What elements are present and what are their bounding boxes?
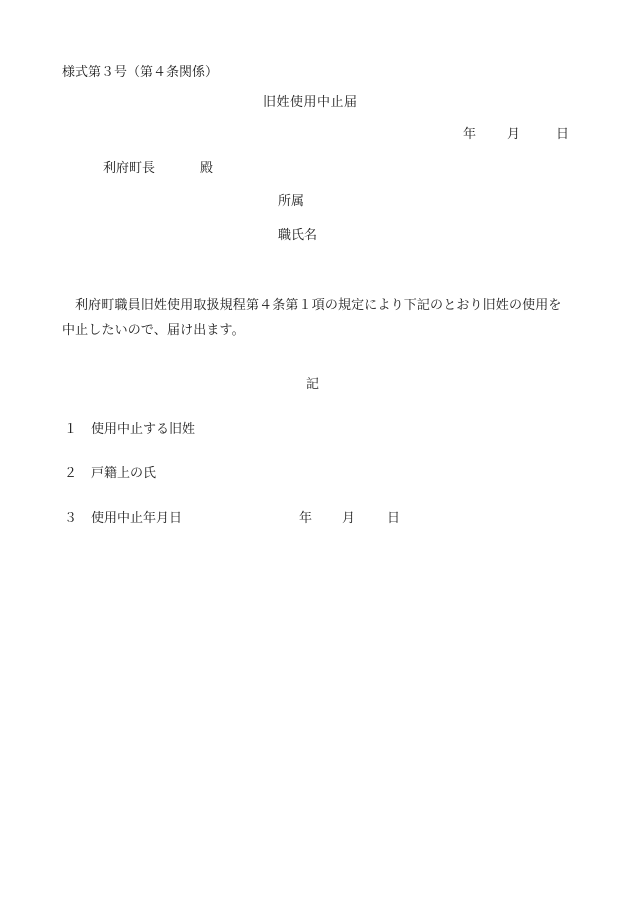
addressee xyxy=(103,162,213,175)
applicant-name-label: 職氏名 xyxy=(278,228,318,243)
ki-heading: 記 xyxy=(306,377,320,392)
addressee-name: 利府町長 xyxy=(103,161,156,176)
day-label: 日 xyxy=(387,511,401,526)
item-number: ３ xyxy=(64,511,78,526)
discontinuation-date xyxy=(299,512,400,525)
body-text: 利府町職員旧姓使用取扱規程第４条第１項の規定により下記のとおり旧姓の使用を中止したいので、届け出ます。 xyxy=(62,298,562,338)
item-label: 戸籍上の氏 xyxy=(91,466,157,481)
year-label: 年 xyxy=(299,511,313,526)
submission-date xyxy=(463,128,569,141)
item-number: １ xyxy=(64,422,78,437)
item-label: 使用中止年月日 xyxy=(91,511,183,526)
item-number: ２ xyxy=(64,466,78,481)
list-item xyxy=(64,423,195,436)
document-title: 旧姓使用中止届 xyxy=(263,95,358,110)
month-label: 月 xyxy=(342,511,356,526)
addressee-honorific: 殿 xyxy=(200,161,214,176)
item-label: 使用中止する旧姓 xyxy=(91,422,196,437)
form-number: 様式第３号（第４条関係） xyxy=(62,65,219,80)
year-label: 年 xyxy=(463,127,477,142)
list-item xyxy=(64,512,400,525)
affiliation-label: 所属 xyxy=(278,194,305,209)
day-label: 日 xyxy=(556,127,570,142)
list-item xyxy=(64,467,156,480)
month-label: 月 xyxy=(507,127,521,142)
